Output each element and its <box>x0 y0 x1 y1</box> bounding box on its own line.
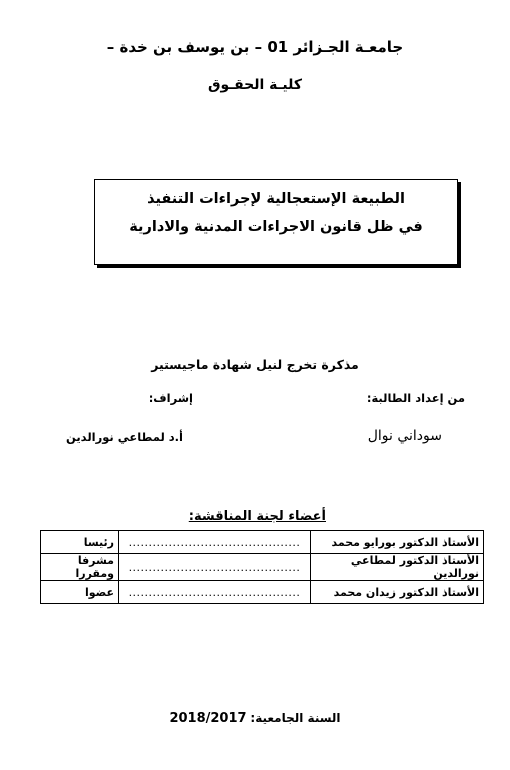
member-name: الأستاذ الدكتور زيدان محمد <box>311 581 484 604</box>
supervision-label: إشراف: <box>148 391 193 405</box>
student-name: سوداني نوال <box>367 428 442 444</box>
committee-heading: أعضاء لجنة المناقشة: <box>188 509 326 524</box>
university-name: جامعـة الجـزائر 01 – بن يوسف بن خدة – <box>106 38 404 56</box>
academic-year-value: 2018/2017 <box>169 711 247 726</box>
supervisor-name: أ.د لمطاعي نورالدين <box>66 430 183 444</box>
thesis-title-line1: الطبيعة الإستعجالية لإجراءات التنفيذ <box>147 191 405 207</box>
member-role: مشرفا ومقررا <box>41 554 119 581</box>
thesis-title-line2: في ظل قانون الاجراءات المدنية والادارية <box>129 219 423 235</box>
table-row <box>41 554 484 581</box>
member-dots: ........................................... <box>119 531 311 554</box>
academic-year-label: السنة الجامعية: <box>250 711 341 725</box>
degree-subtitle: مذكرة تخرج لنيل شهادة ماجيستير <box>151 357 359 372</box>
member-name: الأستاذ الدكتور لمطاعي نورالدين <box>311 554 484 581</box>
academic-year <box>0 711 510 726</box>
member-role: عضوا <box>41 581 119 604</box>
committee-table <box>40 530 484 604</box>
member-dots: ........................................... <box>119 581 311 604</box>
thesis-title-box <box>94 179 458 265</box>
member-name: الأستاذ الدكتور بورايو محمد <box>311 531 484 554</box>
table-row <box>41 581 484 604</box>
member-dots: ........................................... <box>119 554 311 581</box>
table-row <box>41 531 484 554</box>
member-role: رئيسا <box>41 531 119 554</box>
prepared-by-label: من إعداد الطالبة: <box>366 391 465 405</box>
faculty-name: كليـة الحقـوق <box>207 77 303 93</box>
